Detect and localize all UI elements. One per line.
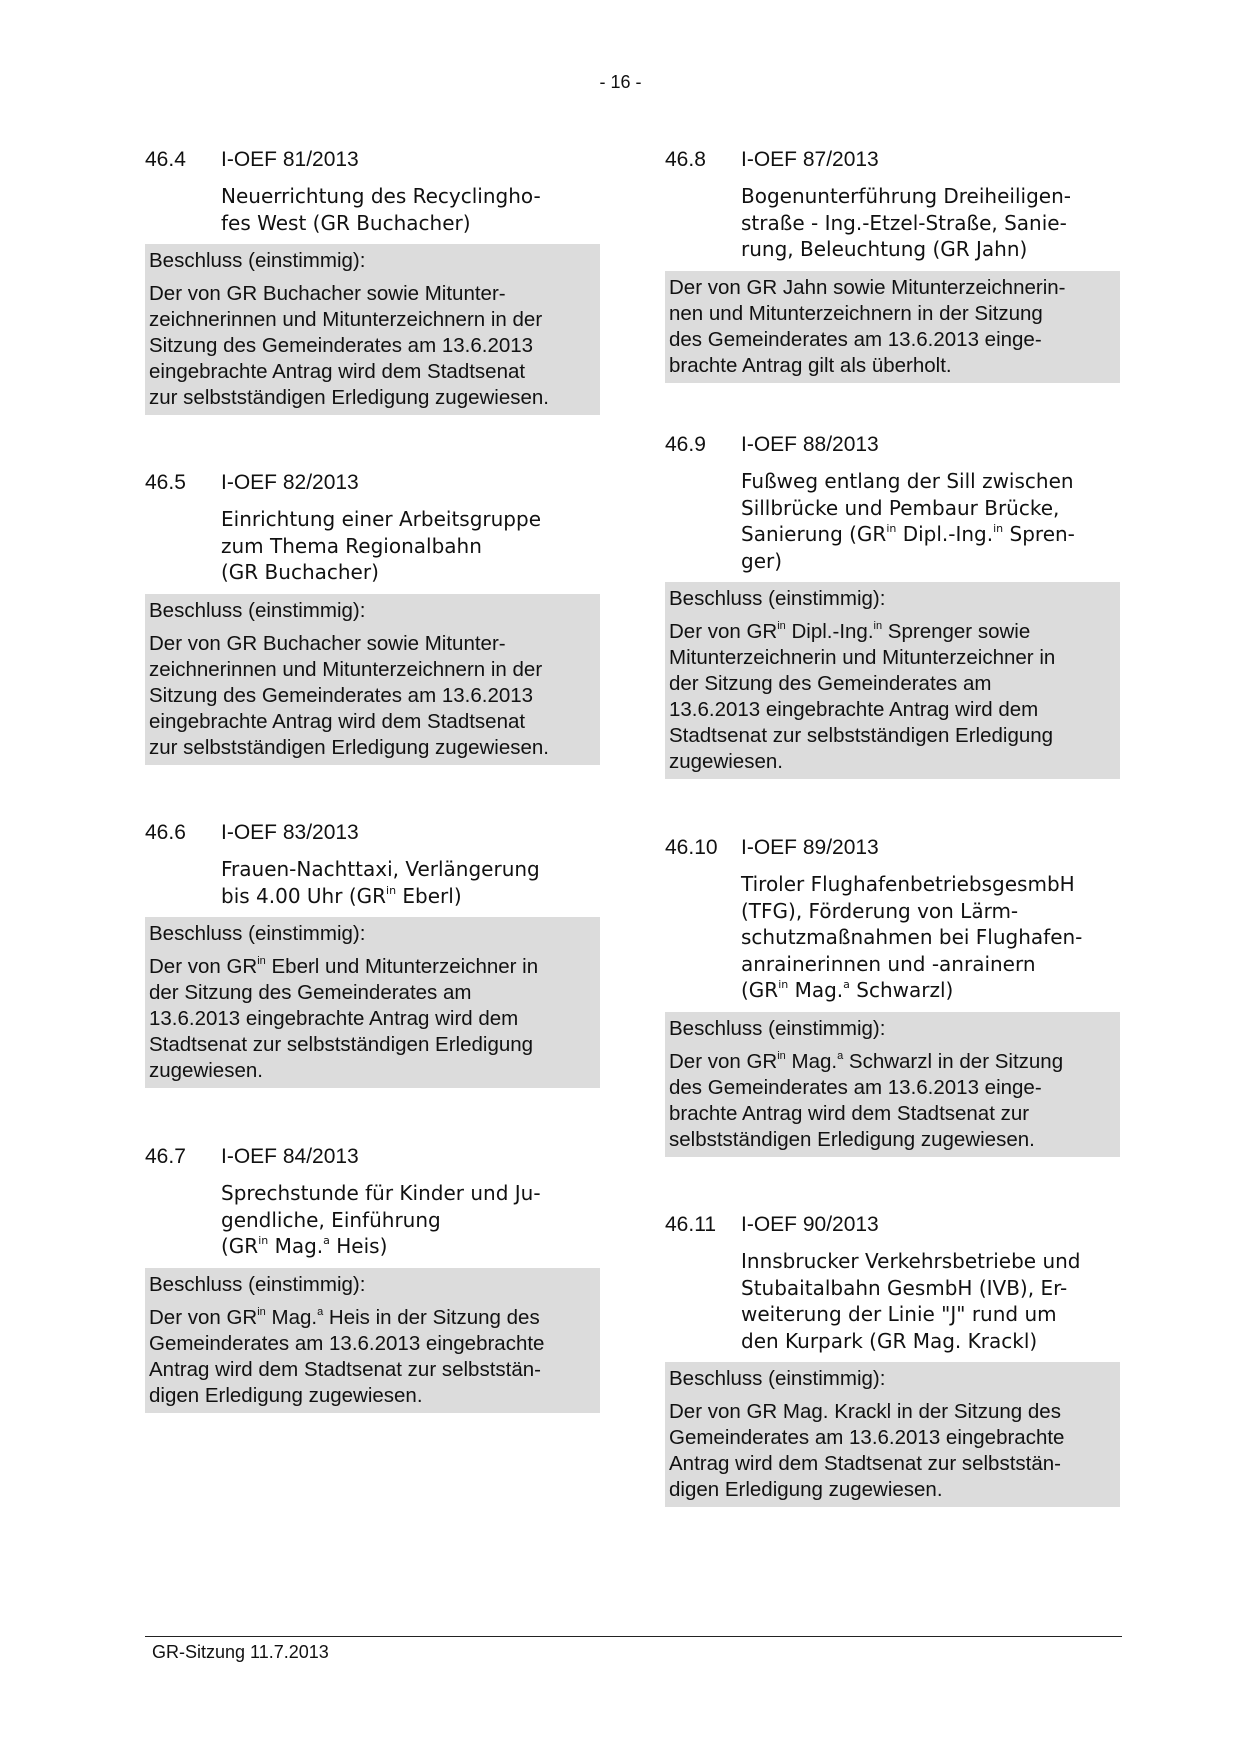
decision-label: Beschluss (einstimmig): <box>669 1367 886 1390</box>
entry-reference: I-OEF 81/2013 <box>221 148 359 171</box>
decision-text-line: Gemeinderates am 13.6.2013 eingebrachte <box>149 1331 545 1355</box>
entry-heading <box>665 146 1120 173</box>
entry <box>145 469 600 765</box>
entry-heading <box>665 431 1120 458</box>
entry-reference: I-OEF 90/2013 <box>741 1213 879 1236</box>
subject-line: Bogenunterführung Dreiheiligen- <box>741 184 1071 208</box>
entry <box>665 431 1120 779</box>
subject-line: straße - Ing.-Etzel-Straße, Sanie- <box>741 210 1067 235</box>
entry-subject <box>221 183 600 236</box>
entry-number: 46.6 <box>145 821 186 844</box>
decision-box <box>665 1012 1120 1157</box>
decision-label: Beschluss (einstimmig): <box>149 249 366 272</box>
subject-line: Sillbrücke und Pembaur Brücke, <box>741 495 1060 520</box>
decision-text-line: zur selbstständigen Erledigung zugewiesen. <box>149 386 550 409</box>
subject-line: ($GR^{in}$ Mag.$^a$ Schwarzl) <box>741 978 954 1002</box>
entry-number: 46.7 <box>145 1145 186 1168</box>
decision-box <box>145 1268 600 1413</box>
subject-line: rung, Beleuchtung (GR Jahn) <box>741 237 1028 261</box>
entry-subject <box>221 1180 600 1260</box>
decision-text-line: Stadtsenat zur selbstständigen Erledigung <box>149 1033 534 1056</box>
decision-text-line: der Sitzung des Gemeinderates am <box>149 981 472 1004</box>
subject-line: Tiroler FlughafenbetriebsgesmbH <box>741 872 1075 896</box>
decision-text-line: digen Erledigung zugewiesen. <box>669 1478 943 1501</box>
entry-subject <box>221 856 600 909</box>
entry <box>665 146 1120 383</box>
decision-text-line: Der von GR Jahn sowie Mitunterzeichnerin- <box>669 275 1066 299</box>
page-number: - 16 - <box>599 72 642 92</box>
entry <box>145 819 600 1088</box>
subject-line: fes West (GR Buchacher) <box>221 210 471 235</box>
entry-heading <box>145 146 600 173</box>
decision-box <box>145 244 600 415</box>
entry-reference: I-OEF 83/2013 <box>221 821 359 844</box>
subject-line: bis 4.00 Uhr ($GR^{in}$ Eberl) <box>221 883 462 908</box>
decision-text-line: Der von GR Buchacher sowie Mitunter- <box>149 282 506 305</box>
entry-number: 46.8 <box>665 148 706 171</box>
decision-text-line: zeichnerinnen und Mitunterzeichnern in der <box>149 308 543 331</box>
entry <box>145 146 600 415</box>
decision-text-line: Der von $GR^{in}$ Eberl und Mitunterzeichner in <box>149 955 539 978</box>
decision-text-line: Der von $GR^{in}$ Dipl.-Ing.$^{in}$ Sprenger sowie <box>669 620 1031 643</box>
decision-label: Beschluss (einstimmig): <box>149 598 366 622</box>
entry-heading <box>145 469 600 496</box>
decision-text-line: zeichnerinnen und Mitunterzeichnern in der <box>149 657 543 681</box>
decision-text-line: Der von $GR^{in}$ Mag.$^a$ Schwarzl in der Sitzung <box>669 1049 1064 1073</box>
decision-box <box>145 917 600 1088</box>
decision-label: Beschluss (einstimmig): <box>149 922 366 945</box>
decision-box <box>145 594 600 765</box>
subject-line: schutzmaßnahmen bei Flughafen- <box>741 925 1083 949</box>
subject-line: ($GR^{in}$ Mag.$^a$ Heis) <box>221 1234 388 1258</box>
decision-box <box>665 271 1120 383</box>
decision-text-line: Antrag wird dem Stadtsenat zur selbststän- <box>149 1357 541 1381</box>
decision-text-line: zugewiesen. <box>149 1059 263 1082</box>
entry <box>665 834 1120 1157</box>
subject-line: ger) <box>741 548 783 573</box>
decision-text-line: brachte Antrag wird dem Stadtsenat zur <box>669 1101 1030 1125</box>
decision-text-line: Mitunterzeichnerin und Mitunterzeichner in <box>669 646 1056 669</box>
decision-text-line: digen Erledigung zugewiesen. <box>149 1383 423 1407</box>
decision-text-line: der Sitzung des Gemeinderates am <box>669 672 992 695</box>
entry-subject <box>741 468 1120 574</box>
decision-text-line: 13.6.2013 eingebrachte Antrag wird dem <box>149 1007 519 1030</box>
subject-line: anrainerinnen und -anrainern <box>741 951 1036 976</box>
decision-text-line: Antrag wird dem Stadtsenat zur selbststän- <box>669 1452 1061 1475</box>
entry-heading <box>665 1211 1120 1238</box>
entry-reference: I-OEF 88/2013 <box>741 433 879 456</box>
subject-line: gendliche, Einführung <box>221 1207 441 1232</box>
entry-subject <box>221 506 600 586</box>
decision-text-line: selbstständigen Erledigung zugewiesen. <box>669 1127 1035 1151</box>
subject-line: (GR Buchacher) <box>221 560 379 584</box>
subject-line: Einrichtung einer Arbeitsgruppe <box>221 507 541 531</box>
entry-subject <box>741 1248 1120 1354</box>
entry-subject <box>741 183 1120 263</box>
decision-text-line: eingebrachte Antrag wird dem Stadtsenat <box>149 709 526 733</box>
footer-text: GR-Sitzung 11.7.2013 <box>152 1642 329 1662</box>
decision-text-line: Der von $GR^{in}$ Mag.$^a$ Heis in der Sitzung des <box>149 1305 540 1329</box>
entry-reference: I-OEF 87/2013 <box>741 148 879 171</box>
subject-line: Sanierung ($GR^{in}$ Dipl.-Ing.$^{in}$ Spren- <box>741 522 1075 546</box>
decision-label: Beschluss (einstimmig): <box>669 1016 886 1040</box>
entry <box>665 1211 1120 1507</box>
subject-line: Stubaitalbahn GesmbH (IVB), Er- <box>741 1275 1068 1300</box>
subject-line: (TFG), Förderung von Lärm- <box>741 898 1019 923</box>
decision-text-line: Sitzung des Gemeinderates am 13.6.2013 <box>149 334 534 357</box>
decision-text-line: 13.6.2013 eingebrachte Antrag wird dem <box>669 698 1039 721</box>
subject-line: den Kurpark (GR Mag. Krackl) <box>741 1328 1038 1353</box>
entry-heading <box>145 1143 600 1170</box>
entry-reference: I-OEF 84/2013 <box>221 1145 359 1168</box>
decision-text-line: des Gemeinderates am 13.6.2013 einge- <box>669 1075 1042 1099</box>
decision-text-line: Der von GR Mag. Krackl in der Sitzung des <box>669 1400 1061 1423</box>
subject-line: Sprechstunde für Kinder und Ju- <box>221 1181 541 1205</box>
decision-text-line: zur selbstständigen Erledigung zugewiesen. <box>149 735 550 759</box>
entry-number: 46.10 <box>665 836 718 859</box>
entry-number: 46.9 <box>665 433 706 456</box>
entry-subject <box>741 871 1120 1004</box>
entry-heading <box>145 819 600 846</box>
subject-line: Frauen-Nachttaxi, Verlängerung <box>221 857 540 881</box>
decision-label: Beschluss (einstimmig): <box>669 587 886 610</box>
footer-divider <box>145 1636 1122 1637</box>
entry-heading <box>665 834 1120 861</box>
decision-label: Beschluss (einstimmig): <box>149 1272 366 1296</box>
decision-text-line: Gemeinderates am 13.6.2013 eingebrachte <box>669 1426 1065 1449</box>
decision-text-line: Der von GR Buchacher sowie Mitunter- <box>149 631 506 655</box>
subject-line: Fußweg entlang der Sill zwischen <box>741 469 1074 493</box>
subject-line: weiterung der Linie "J" rund um <box>741 1302 1057 1326</box>
decision-box <box>665 1362 1120 1507</box>
decision-text-line: eingebrachte Antrag wird dem Stadtsenat <box>149 360 526 383</box>
decision-text-line: des Gemeinderates am 13.6.2013 einge- <box>669 327 1042 351</box>
decision-text-line: Sitzung des Gemeinderates am 13.6.2013 <box>149 683 534 707</box>
decision-text-line: brachte Antrag gilt als überholt. <box>669 353 952 377</box>
entry-number: 46.11 <box>665 1213 716 1236</box>
entry <box>145 1143 600 1413</box>
entry-number: 46.5 <box>145 471 186 494</box>
subject-line: Innsbrucker Verkehrsbetriebe und <box>741 1249 1081 1273</box>
decision-box <box>665 582 1120 779</box>
decision-text-line: nen und Mitunterzeichnern in der Sitzung <box>669 301 1043 325</box>
subject-line: zum Thema Regionalbahn <box>221 533 482 558</box>
entry-number: 46.4 <box>145 148 186 171</box>
entry-reference: I-OEF 82/2013 <box>221 471 359 494</box>
subject-line: Neuerrichtung des Recyclingho- <box>221 184 541 208</box>
entry-reference: I-OEF 89/2013 <box>741 836 879 859</box>
decision-text-line: zugewiesen. <box>669 750 783 773</box>
decision-text-line: Stadtsenat zur selbstständigen Erledigung <box>669 724 1054 747</box>
